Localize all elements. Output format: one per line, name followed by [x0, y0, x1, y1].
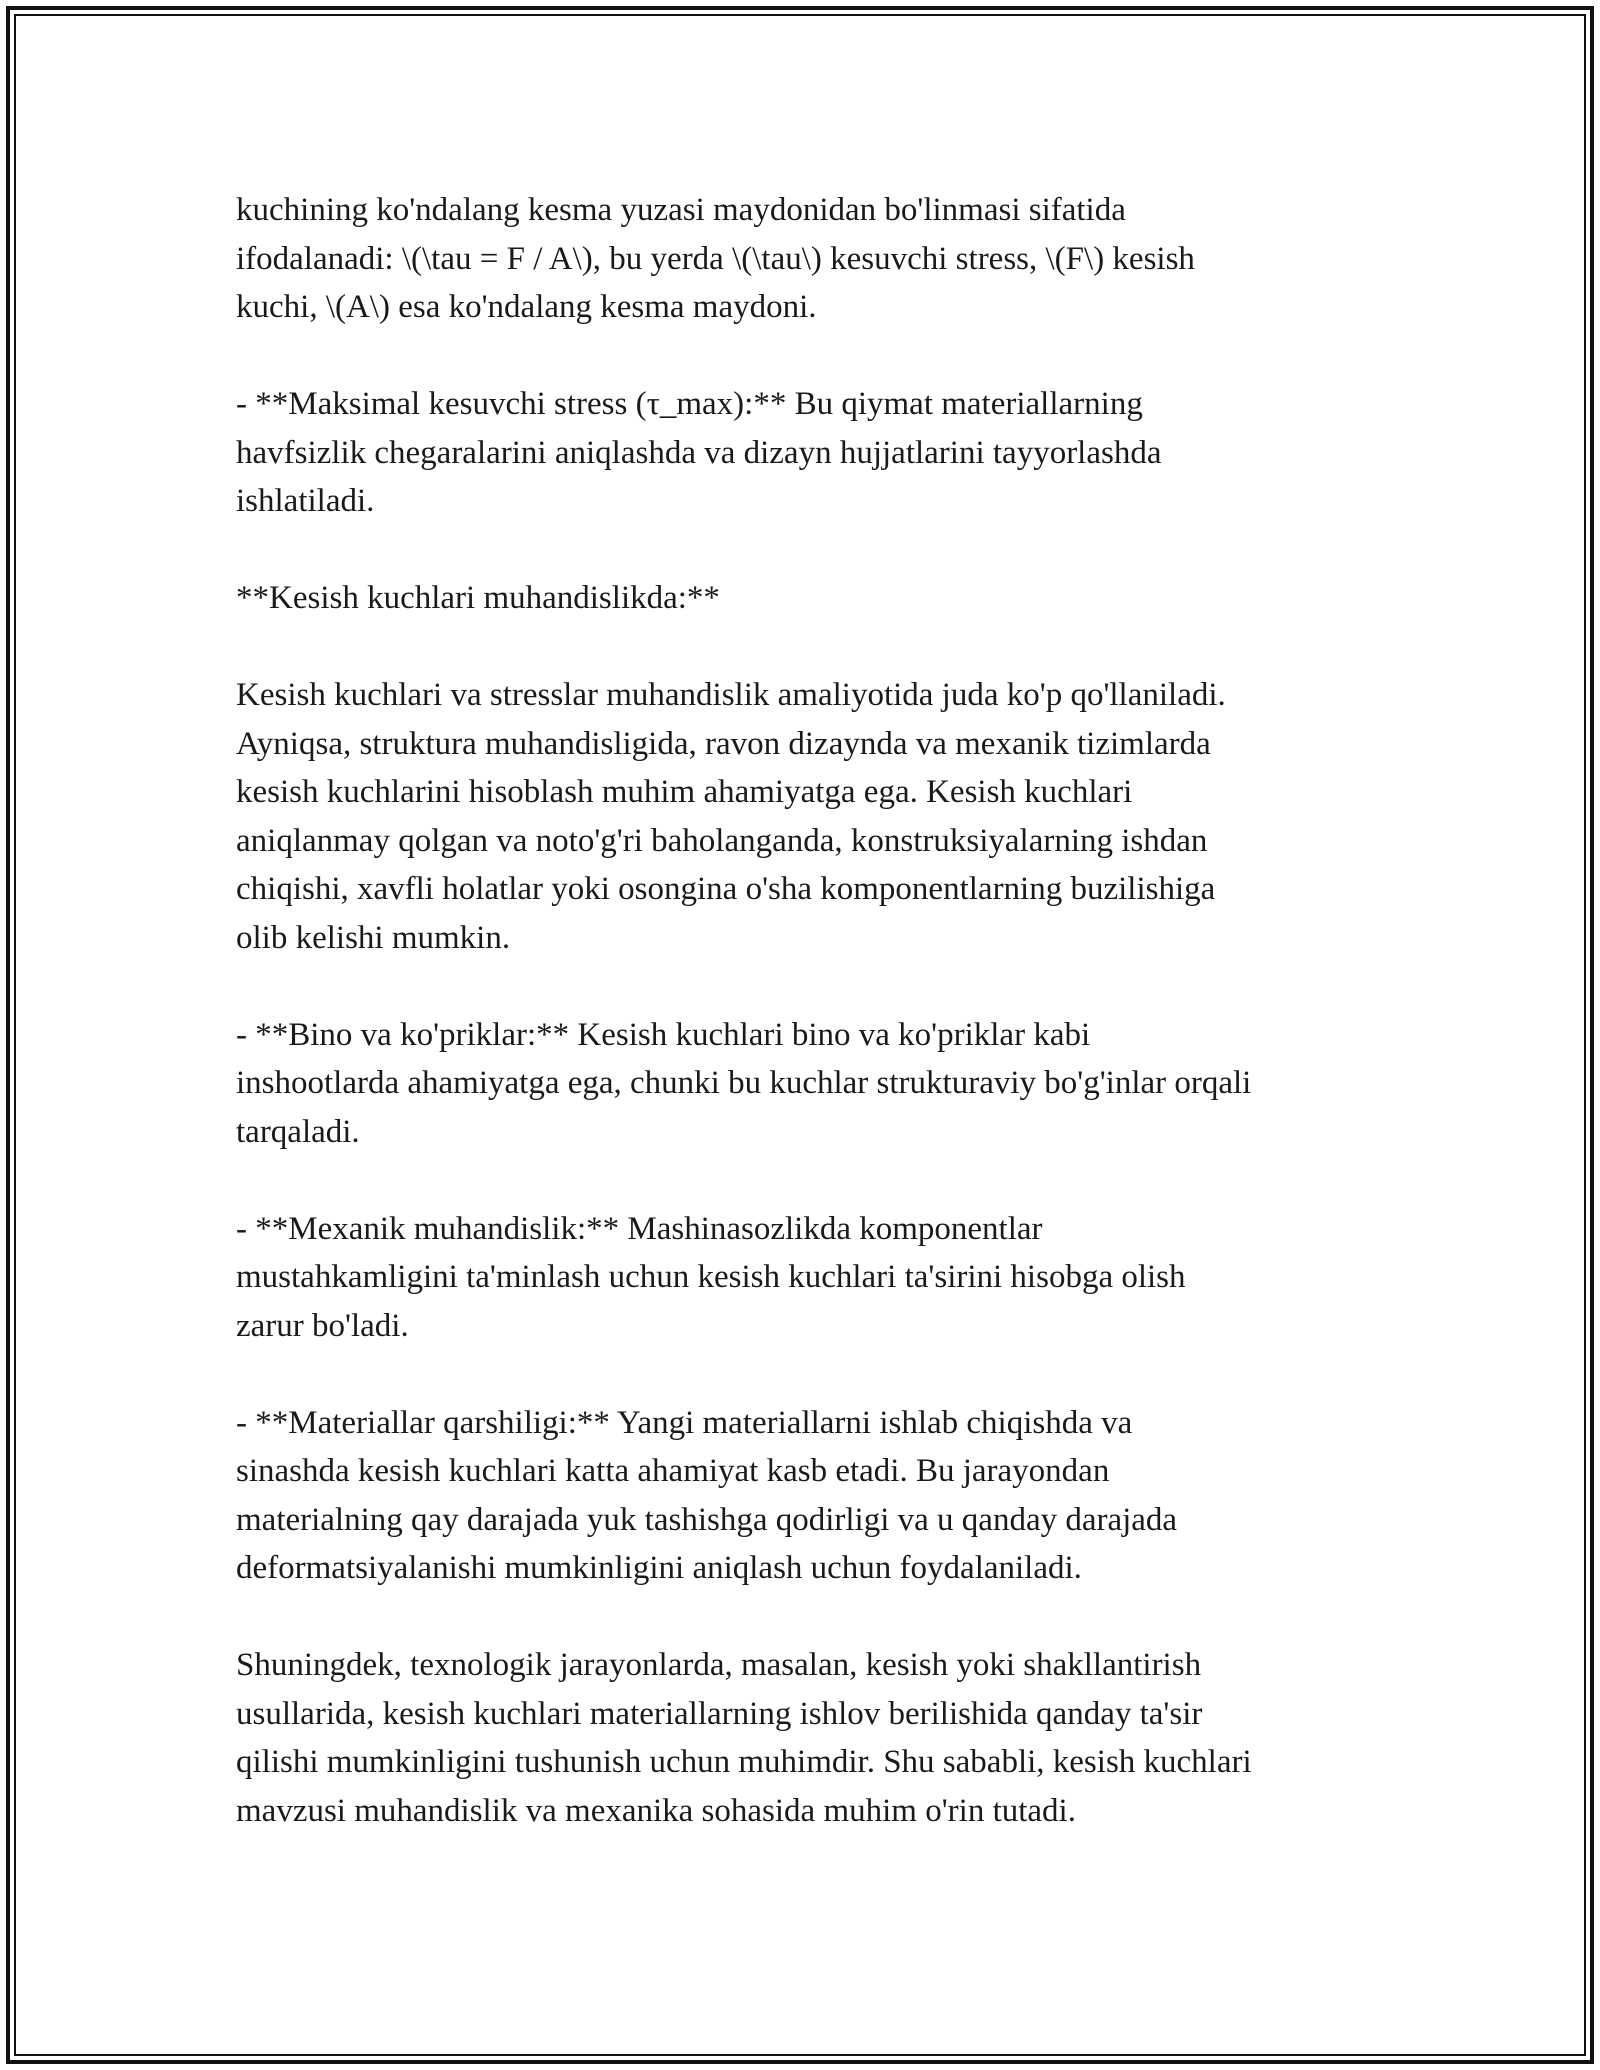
paragraph-max-shear-stress: - **Maksimal kesuvchi stress (τ_max):** Bu qiymat materiallarning havfsizlik chegaralarini aniqlashda va dizayn hujjatlarini tayyorlashda ishlatiladi. [236, 386, 1162, 519]
paragraph-buildings-bridges: - **Bino va ko'priklar:** Kesish kuchlari bino va ko'priklar kabi inshootlarda ahamiyatga ega, chunki bu kuchlar strukturaviy bo'g'inlar orqali tarqaladi. [236, 1016, 1252, 1150]
section-heading-engineering: **Kesish kuchlari muhandislikda:** [236, 580, 720, 616]
paragraph-engineering-practice: Kesish kuchlari va stresslar muhandislik amaliyotida juda ko'p qo'llaniladi. Ayniqsa, struktura muhandisligida, ravon dizaynda va mexanik tizimlarda kesish kuchlarini hisoblash muhim ahamiyatga ega. Kesish kuchlari aniqlanmay qolgan va noto'g'ri baholanganda, konstruksiyalarning ishdan chiqishi, xavfli holatlar yoki osongina o'sha komponentlarning buzilishiga olib kelishi mumkin. [236, 677, 1226, 956]
paragraph-mechanical-engineering: - **Mexanik muhandislik:** Mashinasozlikda komponentlar mustahkamligini ta'minlash uchun kesish kuchlari ta'sirini hisobga olish zarur bo'ladi. [236, 1210, 1186, 1344]
paragraph-conclusion: Shuningdek, texnologik jarayonlarda, masalan, kesish yoki shakllantirish usullarida, kesish kuchlari materiallarning ishlov berilishida qanday ta'sir qilishi mumkinligini tushunish uchun muhimdir. Shu sababli, kesish kuchlari mavzusi muhandislik va mexanika sohasida muhim o'rin tutadi. [236, 1647, 1252, 1829]
paragraph-shear-stress-formula: kuchining ko'ndalang kesma yuzasi maydonidan bo'linmasi sifatida ifodalanadi: \(\tau = F / A\), bu yerda \(\tau\) kesuvchi stress, \(F\) kesish kuchi, \(A\) esa ko'ndalang kesma maydoni. [236, 192, 1195, 325]
document-body [236, 186, 1386, 1835]
paragraph-material-resistance: - **Materiallar qarshiligi:** Yangi materiallarni ishlab chiqishda va sinashda kesish kuchlari katta ahamiyat kasb etadi. Bu jarayondan materialning qay darajada yuk tashishga qodirligi va u qanday darajada deformatsiyalanishi mumkinligini aniqlash uchun foydalaniladi. [236, 1404, 1178, 1586]
